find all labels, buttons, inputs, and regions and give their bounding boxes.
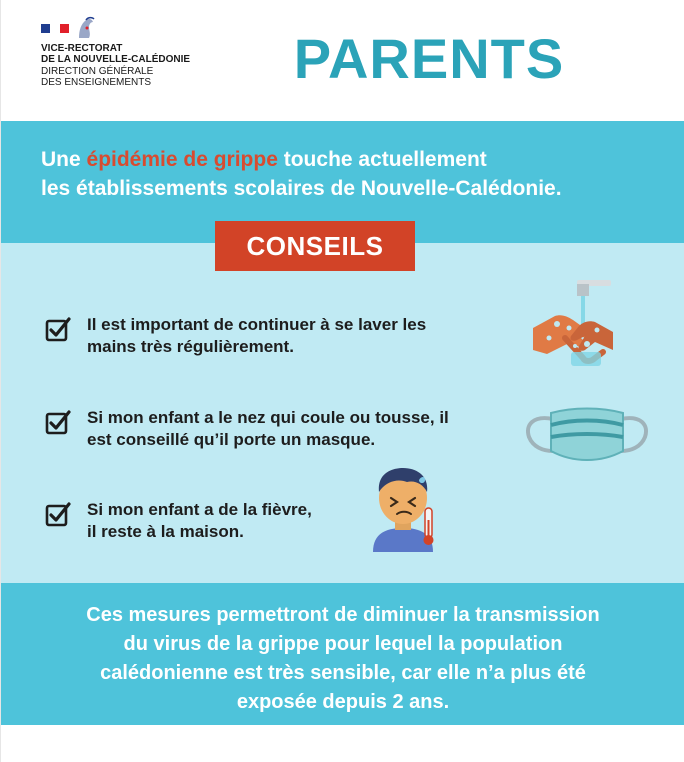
outro-line-3: calédonienne est très sensible, car elle n’a plus été xyxy=(100,662,586,684)
advice-text-2 xyxy=(87,407,449,451)
logo-line-4: DES ENSEIGNEMENTS xyxy=(41,77,152,88)
logo-line-3: DIRECTION GÉNÉRALE xyxy=(41,66,154,77)
advice-text-2-line-1: Si mon enfant a le nez qui coule ou tousse, il xyxy=(87,408,449,427)
advice-text-3 xyxy=(87,499,312,543)
logo-line-2: DE LA NOUVELLE-CALÉDONIE xyxy=(41,54,191,65)
outro-line-4: exposée depuis 2 ans. xyxy=(236,691,450,713)
intro-line-1 xyxy=(41,145,681,174)
logo-line-1: VICE-RECTORAT xyxy=(41,43,123,54)
advice-text-1-line-2: mains très régulièrement. xyxy=(87,337,294,356)
advice-text-3-line-2: il reste à la maison. xyxy=(87,522,244,541)
advice-text-3-line-1: Si mon enfant a de la fièvre, xyxy=(87,500,312,519)
checkbox-icon xyxy=(45,409,71,435)
french-flag-icon xyxy=(41,24,69,33)
marianne-icon xyxy=(75,16,97,40)
outro-line-1: Ces mesures permettront de diminuer la transmission xyxy=(86,604,600,626)
checkbox-icon xyxy=(45,501,71,527)
advice-text-1-line-1: Il est important de continuer à se laver les xyxy=(87,315,427,334)
intro-part-1: Une xyxy=(41,148,87,171)
feverish-child-icon xyxy=(367,464,443,552)
mask-icon xyxy=(525,405,649,467)
intro-line-2: les établissements scolaires de Nouvelle-Calédonie. xyxy=(41,177,562,200)
handwashing-icon xyxy=(525,280,617,372)
checkbox-icon xyxy=(45,316,71,342)
outro-text xyxy=(11,601,675,717)
advice-text-1 xyxy=(87,314,426,358)
intro-text xyxy=(41,145,681,203)
conseils-banner: CONSEILS xyxy=(215,221,415,271)
intro-highlight: épidémie de grippe xyxy=(86,148,278,171)
page-title: PARENTS xyxy=(293,27,565,90)
outro-line-2: du virus de la grippe pour lequel la population xyxy=(123,633,563,655)
intro-part-2: touche actuellement xyxy=(277,148,487,171)
advice-text-2-line-2: est conseillé qu’il porte un masque. xyxy=(87,430,376,449)
